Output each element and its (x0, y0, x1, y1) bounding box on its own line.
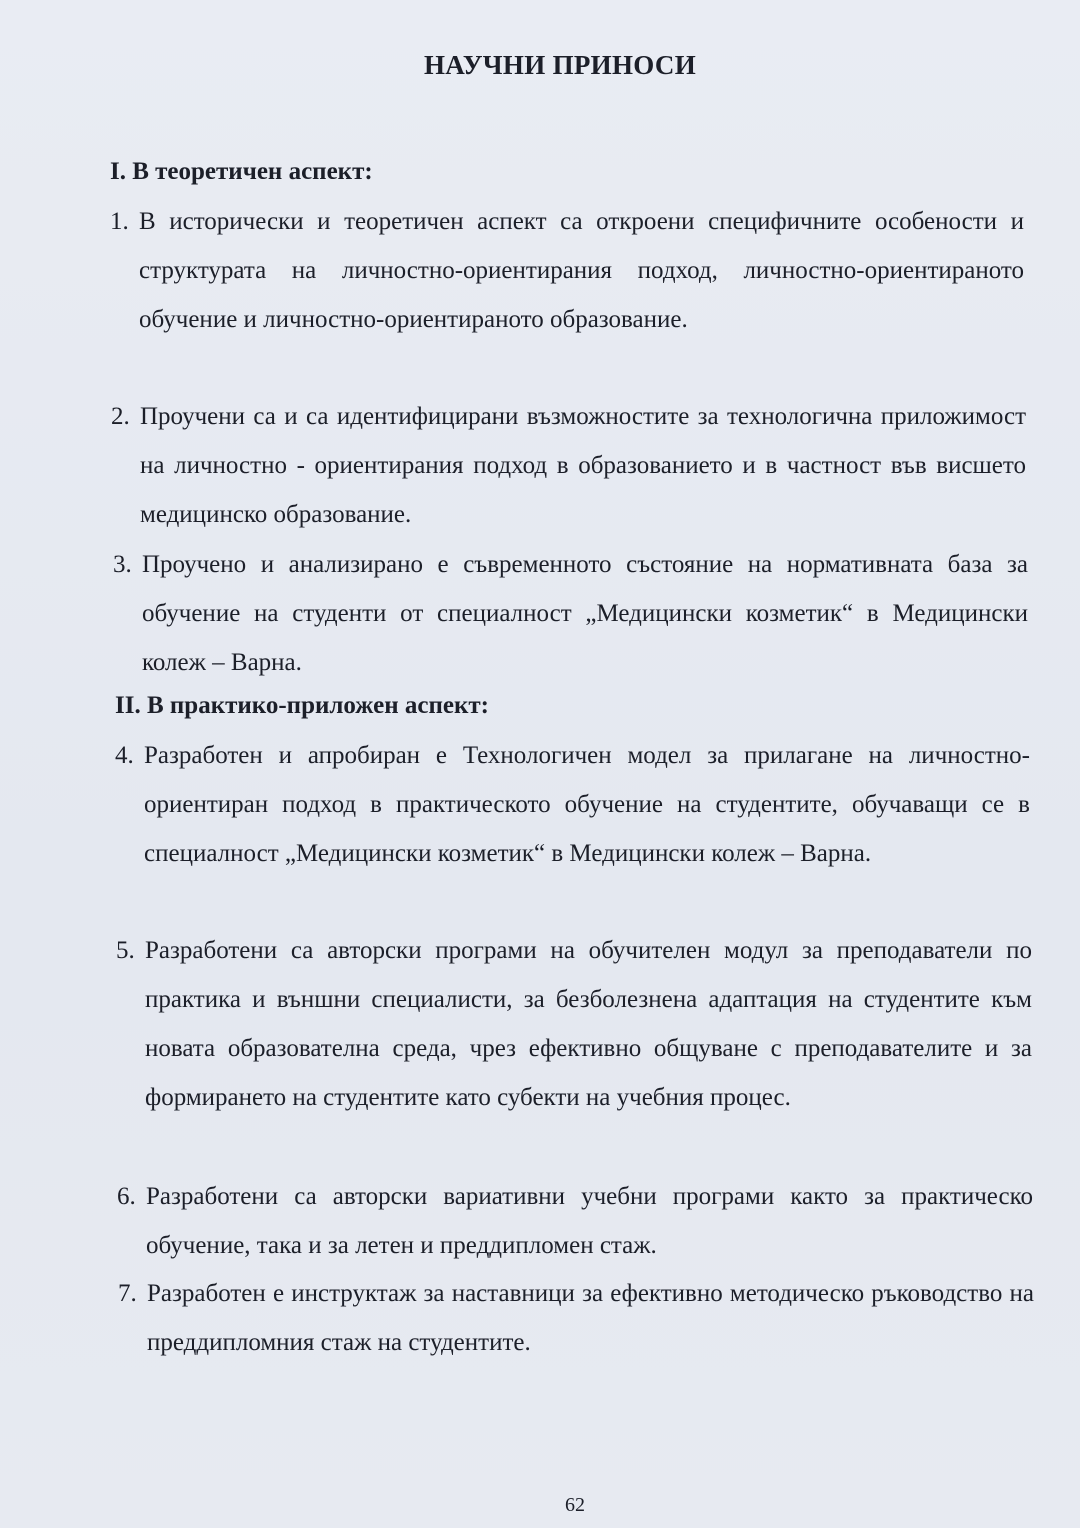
item-number: 6. (117, 1183, 136, 1210)
item-text: Проучено и анализирано е съвременното състояние на нормативната база за обучение на студенти от специалност „Медицински козметик“ в Медицински колеж – Варна. (142, 551, 1028, 676)
section-heading-practical: II. В практико-приложен аспект: (115, 692, 489, 719)
item-text: Проучени са и са идентифицирани възможностите за технологична приложимост на личностно - ориентирания подход в образованието и в частност във висшето медицинско образование. (140, 403, 1026, 528)
item-text: В исторически и теоретичен аспект са откроени специфичните особености и структурата на личностно-ориентирания подход, личностно-ориентираното обучение и личностно-ориентираното образование. (139, 208, 1024, 333)
page-number: 62 (565, 1494, 585, 1516)
item-text: Разработен е инструктаж за наставници за ефективно методическо ръководство на преддипломния стаж на студентите. (147, 1280, 1034, 1356)
page-title: НАУЧНИ ПРИНОСИ (423, 50, 697, 80)
item-number: 5. (116, 937, 135, 964)
item-number: 4. (115, 742, 134, 769)
item-number: 1. (110, 208, 129, 235)
item-text: Разработен и апробиран е Технологичен модел за прилагане на личностно-ориентиран подход в практическото обучение на студентите, обучаващи се в специалност „Медицински козметик“ в Медицински колеж – Варна. (144, 742, 1030, 867)
item-text: Разработени са авторски програми на обучителен модул за преподаватели по практика и външни специалисти, за безболезнена адаптация на студентите към новата образователна среда, чрез ефективно общуване с преподавателите и за формирането на студентите като субекти на учебния процес. (145, 937, 1032, 1111)
item-number: 2. (111, 403, 130, 430)
item-text: Разработени са авторски вариативни учебни програми както за практическо обучение, така и за летен и преддипломен стаж. (146, 1183, 1033, 1259)
section-heading-theoretical: I. В теоретичен аспект: (110, 158, 373, 185)
item-number: 3. (113, 551, 132, 578)
item-number: 7. (118, 1280, 137, 1307)
